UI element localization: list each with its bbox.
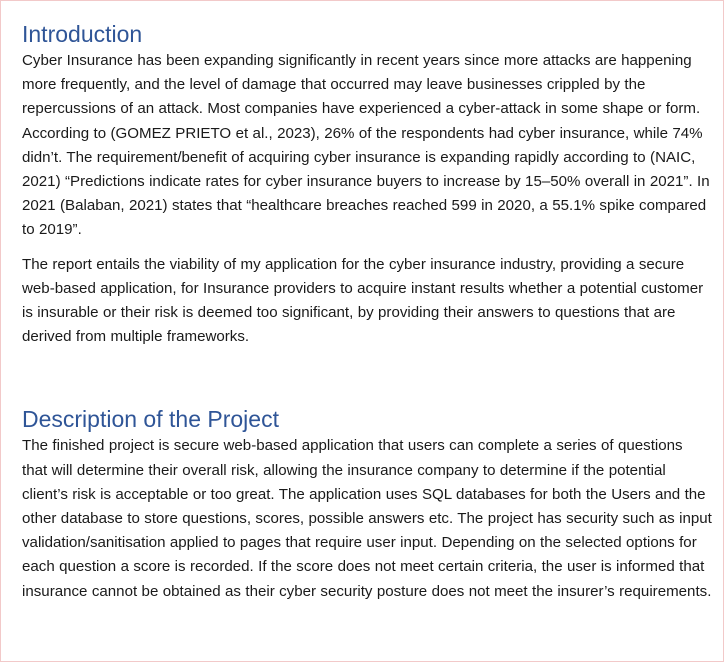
document-content [22, 19, 712, 604]
introduction-paragraph-2: The report entails the viability of my application for the cyber insurance industry, providing a secure web-based application, for Insurance providers to acquire instant results whether a potential customer is insurable or their risk is deemed too significant, by providing their answers to questions that are derived from multiple frameworks. [22, 255, 704, 346]
section-spacer [22, 349, 712, 404]
introduction-paragraph-1: Cyber Insurance has been expanding significantly in recent years since more attacks are happening more frequently, and the level of damage that occurred may leave businesses crippled by the repercussions of an attack. Most companies have experienced a cyber-attack in some shape or form. According to (GOMEZ PRIETO et al., 2023), 26% of the respondents had cyber insurance, while 74% didn’t. The requirement/benefit of acquiring cyber insurance is expanding rapidly according to (NAIC, 2021) “Predictions indicate rates for cyber insurance buyers to increase by 15–50% overall in 2021”. In 2021 (Balaban, 2021) states that “healthcare breaches reached 599 in 2020, a 55.1% spike compared to 2019”. [22, 52, 710, 239]
heading-description-of-project: Description of the Project [22, 406, 279, 433]
description-paragraph-1: The finished project is secure web-based application that users can complete a series of questions that will determine their overall risk, allowing the insurance company to determine if the potential client’s risk is acceptable or too great. The application uses SQL databases for both the Users and the other database to store questions, scores, possible answers etc. The project has security such as input validation/sanitisation applied to pages that require user input. Depending on the selected options for each question a score is recorded. If the score does not meet certain criteria, the user is informed that insurance cannot be obtained as their cyber security posture does not meet the insurer’s requirements. [22, 437, 712, 600]
paragraph-spacer [22, 243, 712, 253]
heading-introduction: Introduction [22, 21, 143, 47]
